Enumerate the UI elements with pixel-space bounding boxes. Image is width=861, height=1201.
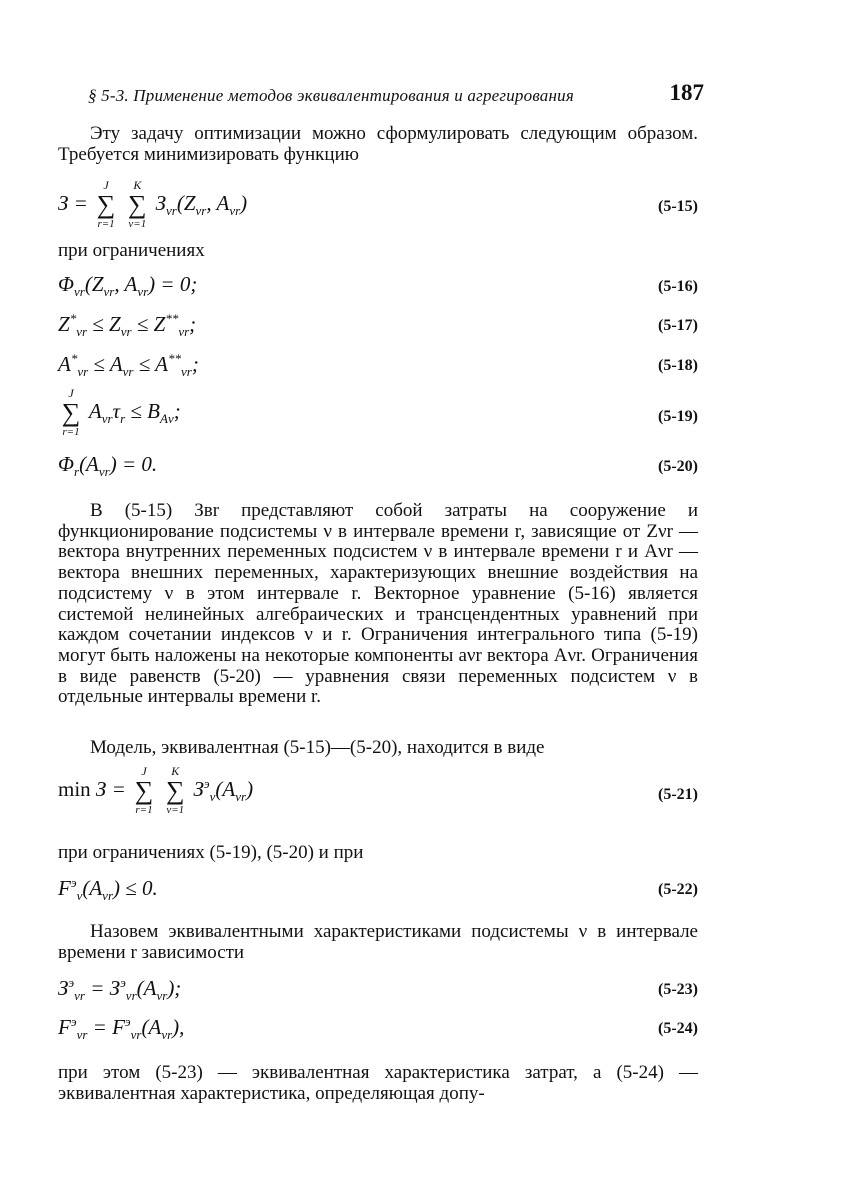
equation-number: (5-15): [658, 198, 698, 215]
equation-formula: $З^э_{\nu r} = З^э_{\nu r}(A_{\nu r})$;: [58, 975, 182, 1004]
paragraph-explanation: В (5-15) Звr представляют собой затраты на сооружение и функционирование подсистемы ν в интервале времени r, зависящие от Zνr — вектора внутренних переменных подсистем ν в интервале времени r и Aνr — вектора внешних переменных, характеризующих внешние воздействия на подсистему ν в этом интервале r. Векторное уравнение (5-16) является системой нелинейных алгебраических и трансцендентных уравнений при каждом сочетании индексов ν и r. Ограничения интегрального типа (5-19) могут быть наложены на некоторые компоненты aνr вектора Aνr. Ограничения в виде равенств (5-20) — уравнения связи переменных подсистем ν в отдельные интервалы времени r.: [58, 500, 698, 708]
equation-formula: З = J ∑ r=1 K ∑ ν=1 $З_{\nu r}(Z_{\nu r}$, $A_{\nu r}$): [58, 178, 248, 230]
equation-number: (5-19): [658, 408, 698, 425]
equation-5-15: [58, 180, 698, 232]
equation-number: (5-21): [658, 786, 698, 803]
equation-5-16: [58, 272, 698, 312]
equation-formula: $Z^*_{\nu r} \le Z_{\nu r} \le Z^{**}_{\nu r}$;: [58, 311, 197, 340]
equation-formula: $A^*_{\nu r} \le A_{\nu r} \le A^{**}_{\nu r}$;: [58, 351, 199, 380]
paragraph-with-constraints: при ограничениях (5-19), (5-20) и при: [58, 842, 364, 863]
equation-number: (5-17): [658, 317, 698, 334]
equation-5-21: [58, 766, 698, 820]
equation-number: (5-16): [658, 278, 698, 295]
running-title: § 5-3. Применение методов эквивалентирования и агрегирования: [88, 86, 574, 105]
equation-formula: J ∑ r=1 $A_{\nu r}\tau_r \le B_{A\nu}$;: [61, 386, 181, 438]
paragraph-characteristics: Назовем эквивалентными характеристиками подсистемы ν в интервале времени r зависимости: [58, 921, 698, 963]
equation-formula: $\Phi_{\nu r}(Z_{\nu r}$, $A_{\nu r}) = 0$;: [58, 272, 198, 300]
page-number: 187: [669, 80, 704, 105]
equation-5-18: [58, 351, 698, 391]
equation-number: (5-23): [658, 981, 698, 998]
equation-formula: min З = J ∑ r=1 K ∑ ν=1 $З^э_\nu(A_{\nu r})$: [58, 764, 254, 816]
equation-5-19: [58, 388, 698, 442]
equation-formula: $\Phi_r(A_{\nu r}) = 0$.: [58, 452, 158, 480]
equation-number: (5-20): [658, 458, 698, 475]
equation-formula: $F^э_\nu(A_{\nu r}) \le 0$.: [58, 875, 158, 904]
paragraph-model: Модель, эквивалентная (5-15)—(5-20), находится в виде: [90, 737, 545, 758]
equation-formula: $F^э_{\nu r} = F^э_{\nu r}(A_{\nu r})$,: [58, 1014, 185, 1043]
page-header: [84, 80, 704, 110]
paragraph-constraints-label: при ограничениях: [58, 240, 205, 261]
equation-5-24: [58, 1014, 698, 1054]
equation-5-23: [58, 975, 698, 1015]
equation-number: (5-24): [658, 1020, 698, 1037]
paragraph-final: при этом (5-23) — эквивалентная характеристика затрат, а (5-24) — эквивалентная характеристика, определяющая допу-: [58, 1062, 698, 1104]
equation-5-20: [58, 452, 698, 492]
equation-number: (5-22): [658, 881, 698, 898]
equation-5-17: [58, 311, 698, 351]
equation-5-22: [58, 875, 698, 915]
equation-number: (5-18): [658, 357, 698, 374]
paragraph-intro: Эту задачу оптимизации можно сформулировать следующим образом. Требуется минимизировать функцию: [58, 123, 698, 165]
